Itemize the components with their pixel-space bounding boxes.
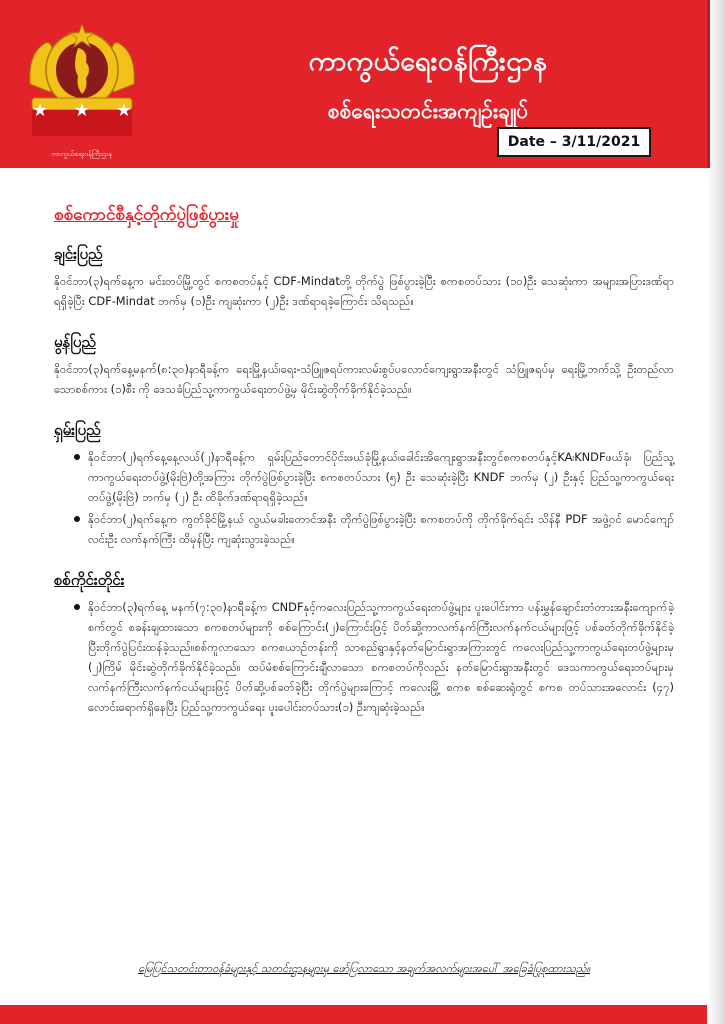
list-item: [74, 597, 674, 717]
main-heading: စစ်ကောင်စီနှင့်တိုက်ပွဲဖြစ်ပွားမှု: [54, 205, 239, 225]
footer-bar: [0, 1005, 707, 1024]
section-shan: [54, 421, 674, 549]
bulletin-body: [54, 204, 674, 739]
star-icon: ★: [73, 100, 91, 121]
list-item-text: နိုဝင်ဘာ(၂)ရက်နေ့နေ့လယ်(၂)နာရီခန့်က ရှမ်းပြည်တောင်ပိုင်းဖယ်ခုံမြို့နယ်၊ခေါင်းအိကျေးရွာအနီးတွင်စကစတပ်နှင့်KA၊KNDFဖယ်ခုံ၊ ပြည်သူ့ကာကွယ်ရေးတပ်ဖွဲ့(မိုးဗြဲ)တို့အကြား တိုက်ပွဲဖြစ်ပွားခဲ့ပြီး စကစတပ်သား (၅) ဦး သေဆုံးခဲ့ပြီး KNDF ဘက်မှ (၂) ဦးနှင့် ပြည်သူ့ကာကွယ်ရေးတပ်ဖွဲ့(မိုးဗြဲ) ဘက်မှ (၂) ဦး ထိခိုက်ဒဏ်ရာရရှိခဲ့သည်။: [88, 450, 674, 504]
list-item: [74, 447, 674, 507]
list-item: [74, 509, 674, 549]
section-chin: [54, 245, 674, 311]
star-icon: ★: [115, 100, 132, 121]
date-badge: Date – 3/11/2021: [497, 127, 651, 157]
section-title: မွန်ပြည်: [54, 333, 96, 351]
section-sagaing: [54, 571, 674, 717]
bullet-icon: [74, 454, 80, 460]
section-paragraph: နိုဝင်ဘာ(၃)ရက်နေ့မနက်(၈:၃၀)နာရီခန့်က ရေးမြို့နယ်၊ရေး-သံဖြူဇရပ်ကားလမ်းစွပ်ပလောင်ကျေးရွာအနီးတွင် သံဖြူဇရပ်မှ ရေးမြို့ဘက်သို့ ဦးတည်လာသောစစ်ကား (၁)စီး ကို ဒေသခံပြည်သူ့ကာကွယ်ရေးတပ်ဖွဲ့မှ မိုင်းဆွဲတိုက်ခိုက်နိုင်ခဲ့သည်။: [54, 362, 674, 396]
state-emblem-icon: [26, 14, 138, 144]
section-title: ချင်းပြည်: [54, 245, 103, 263]
bulletin-subtitle: စစ်ရေးသတင်းအကျဉ်းချုပ်: [327, 99, 529, 123]
bullet-list: [54, 447, 674, 549]
emblem-caption: ကာကွယ်ရေးဝန်ကြီးဌာန: [51, 150, 112, 158]
star-icon: ★: [32, 100, 49, 121]
section-title: စစ်ကိုင်းတိုင်း: [54, 571, 125, 589]
three-stars: [32, 100, 132, 121]
section-paragraph: နိုဝင်ဘာ(၃)ရက်နေ့က မင်းတပ်မြို့တွင် စကစတပ်နှင့် CDF-Mindatတို့ တိုက်ပွဲ ဖြစ်ပွားခဲ့ပြီး စကစတပ်သား (၁၀)ဦး သေဆုံးကာ အများအပြားဒဏ်ရာရရှိခဲ့ပြီး CDF-Mindat ဘက်မှ (၁)ဦး ကျဆုံးကာ (၂)ဦး ဒဏ်ရာရခဲ့ကြောင်း သိရသည်။: [54, 274, 674, 308]
section-title: ရှမ်းပြည်: [54, 421, 101, 439]
ministry-title: ကာကွယ်ရေးဝန်ကြီးဌာန: [308, 46, 548, 77]
source-footnote: မြေပြင်သတင်းတာဝန်ခံများနှင့် သတင်းဌာနများမှ ဖော်ပြလာသော အချက်အလက်များအပေါ် အခြေခံပြုစုထားသည်။: [138, 962, 590, 975]
list-item-text: နိုဝင်ဘာ(၃)ရက်နေ့ မနက်(၇:၃၀)နာရီခန့်က CNDFနှင့်ကလေးပြည်သူ့ကာကွယ်ရေးတပ်ဖွဲ့များ ပူးပေါင်းကာ ပန်းမွှန်ချောင်းတံတားအနီးကျောက်ခဲ့စက်တွင် စခန်းချထားသော စကစတပ်များကို စစ်ကြောင်း(၂)ကြောင်းဖြင့် ပိတ်ဆို့ကာလက်နက်ကြီးလက်နက်ငယ်များဖြင့် ပစ်ခတ်တိုက်ခိုက်နိုင်ခဲ့ပြီးတိုက်ပွဲပြင်းထန်ခဲ့သည်။စစ်ကူလာသော စကစယာဉ်တန်းကို သာစည်ရွာနှင့်နတ်မြောင်းရွာအကြားတွင် ကလေးပြည်သူ့ကာကွယ်ရေးတပ်ဖွဲ့များမှ (၂)ကြိမ် မိုင်းဆွဲတိုက်ခိုက်နိုင်ခဲ့သည်။ ထပ်မံစစ်ကြောင်းချီလာသော စကစတပ်ကိုလည်း နတ်မြောင်းရွာအနီးတွင် ဒေသကာကွယ်ရေးတပ်များမှ လက်နက်ကြီးလက်နက်ငယ်များဖြင့် ပိတ်ဆို့ပစ်ခတ်ခဲ့ပြီး တိုက်ပွဲများကြောင့် ကလေးမြို့ စကစ စစ်ဆေးရုံတွင် စကစ တပ်သားအလောင်း (၄၇) လောင်းရောက်ရှိနေပြီး ပြည်သူ့ကာကွယ်ရေး ပူးပေါင်းတပ်သား(၁) ဦးကျဆုံးခဲ့သည်။: [88, 600, 674, 714]
bullet-icon: [74, 604, 80, 610]
list-item-text: နိုဝင်ဘာ(၂)ရက်နေ့က ကွတ်ခိုင်မြို့နယ် လွယ်မခါးတောင်အနီး တိုက်ပွဲဖြစ်ပွားခဲ့ပြီး စကစတပ်ကို တိုက်ခိုက်ရင်း သိန်နီ PDF အဖွဲ့ဝင် မောင်ကျော်လင်းဦး လက်နက်ကြီး ထိမှန်ပြီး ကျဆုံးသွားခဲ့သည်။: [88, 512, 674, 546]
bullet-list: [54, 597, 674, 717]
bullet-icon: [74, 516, 80, 522]
header-banner: [0, 0, 710, 168]
section-mon: [54, 333, 674, 399]
